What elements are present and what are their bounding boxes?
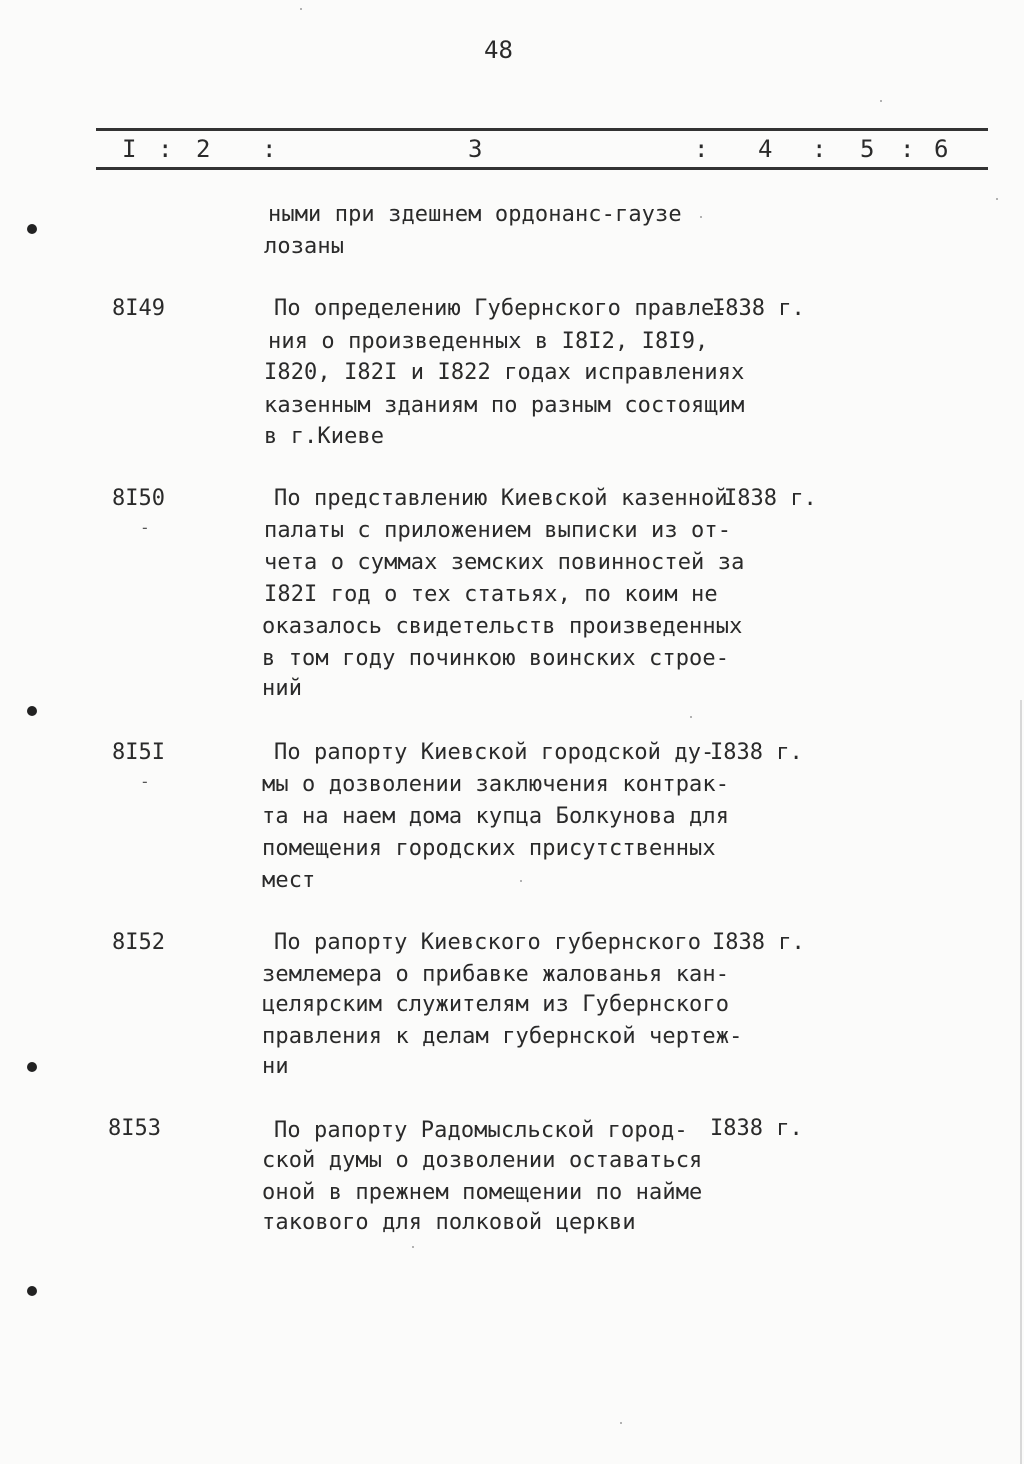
text-line: мест — [262, 868, 316, 893]
text-line: помещения городских присутственных — [262, 836, 716, 861]
page-number: 48 — [484, 36, 513, 64]
column-separator: : — [262, 135, 277, 163]
scan-speck — [412, 1246, 414, 1248]
scan-speck — [300, 8, 302, 10]
text-line: в г.Киеве — [264, 424, 385, 449]
text-line: чета о суммах земских повинностей за — [264, 550, 745, 575]
text-line: мы о дозволении заключения контрак- — [262, 772, 730, 797]
column-header-2: 2 — [196, 135, 211, 163]
text-line: оной в прежнем помещении по найме — [262, 1180, 703, 1205]
column-separator: : — [812, 135, 827, 163]
text-line: По рапорту Киевского губернского — [274, 930, 702, 955]
record-year: I838 г. — [710, 740, 803, 765]
scan-speck — [520, 880, 522, 882]
punch-hole — [27, 1062, 37, 1072]
text-line: правления к делам губернской чертеж- — [262, 1024, 743, 1049]
text-line: По рапорту Радомысльской город- — [274, 1118, 688, 1143]
text-line: По определению Губернского правле- — [274, 296, 728, 321]
record-year: I838 г. — [712, 296, 805, 321]
column-header-3: 3 — [468, 135, 483, 163]
punch-hole — [27, 1286, 37, 1296]
record-number: 8I5I — [112, 740, 165, 765]
text-line: такового для полковой церкви — [262, 1210, 636, 1235]
text-line: землемера о прибавке жалованья кан- — [262, 962, 730, 987]
text-line: та на наем дома купца Болкунова для — [262, 804, 730, 829]
punch-hole — [27, 706, 37, 716]
text-line: ни — [262, 1054, 289, 1079]
page-edge-shadow — [1020, 700, 1022, 1464]
record-year: I838 г. — [710, 1116, 803, 1141]
record-number: 8I52 — [112, 930, 165, 955]
text-line: По рапорту Киевской городской ду- — [274, 740, 715, 765]
header-rule-bottom — [96, 167, 988, 170]
text-line: казенным зданиям по разным состоящим — [264, 393, 745, 418]
column-header-1: I — [122, 135, 137, 163]
text-line: ской думы о дозволении оставаться — [262, 1148, 703, 1173]
column-separator: : — [694, 135, 709, 163]
column-header-5: 5 — [860, 135, 875, 163]
punch-hole — [27, 224, 37, 234]
column-header-6: 6 — [934, 135, 949, 163]
text-line: целярским служителям из Губернского — [262, 992, 730, 1017]
header-rule-top — [96, 128, 988, 131]
text-line: ния о произведенных в I8I2, I8I9, — [268, 329, 709, 354]
text-line: ний — [262, 676, 303, 701]
dash-mark: - — [140, 772, 150, 791]
record-year: I838 г. — [724, 486, 817, 511]
record-number: 8I49 — [112, 296, 165, 321]
text-line: палаты с приложением выписки из от- — [264, 518, 732, 543]
text-line: оказалось свидетельств произведенных — [262, 614, 743, 639]
text-line: По представлению Киевской казенной — [274, 486, 728, 511]
scan-speck — [700, 216, 702, 218]
text-line: ными при здешнем ордонанс-гаузе — [268, 202, 682, 227]
text-line: лозаны — [264, 234, 345, 259]
scan-speck — [690, 716, 692, 718]
record-number: 8I50 — [112, 486, 165, 511]
dash-mark: - — [140, 518, 150, 537]
column-separator: : — [158, 135, 173, 163]
text-line: I820, I82I и I822 годах исправлениях — [264, 360, 745, 385]
column-header-4: 4 — [758, 135, 773, 163]
column-separator: : — [900, 135, 915, 163]
scan-speck — [620, 1422, 622, 1424]
text-line: I82I год о тех статьях, по коим не — [264, 582, 718, 607]
record-number: 8I53 — [108, 1116, 161, 1141]
scan-speck — [880, 100, 882, 102]
text-line: в том году починкою воинских строе- — [262, 646, 730, 671]
record-year: I838 г. — [712, 930, 805, 955]
scan-speck — [996, 198, 998, 200]
